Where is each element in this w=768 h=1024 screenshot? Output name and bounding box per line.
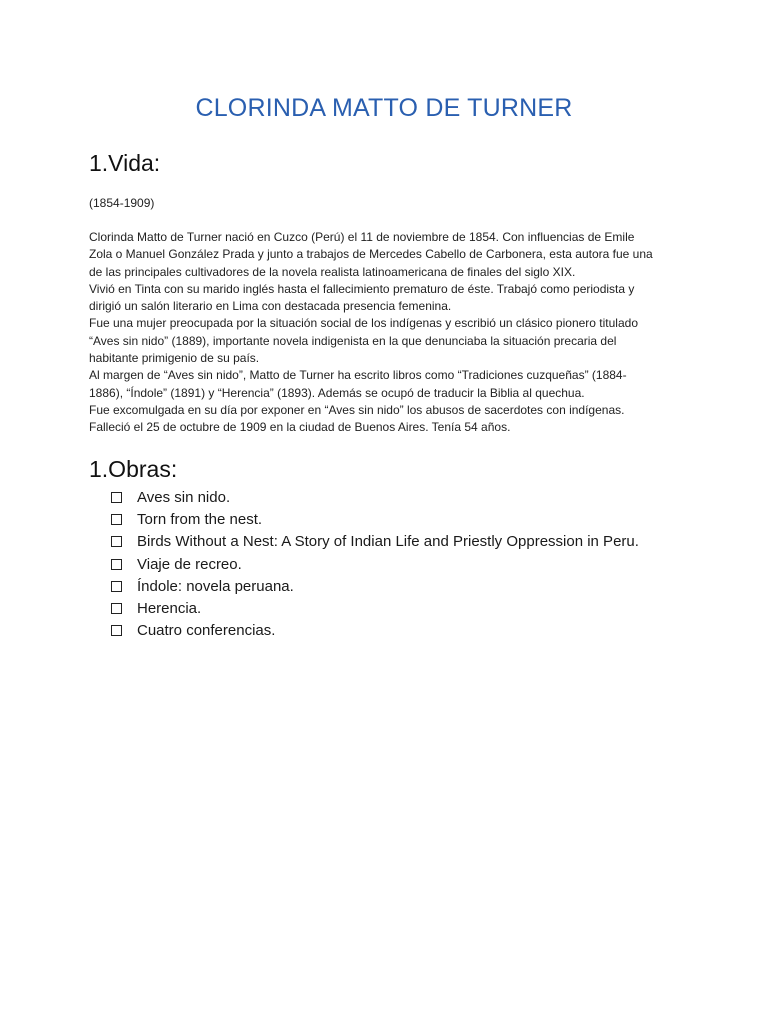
document-title: CLORINDA MATTO DE TURNER [195, 94, 573, 122]
biography-line: Fue una mujer preocupada por la situación social de los indígenas y escribió un clásico pionero titulado [89, 316, 638, 331]
biography-line: 1886), “Índole” (1891) y “Herencia” (1893). Además se ocupó de traducir la Biblia al quechua. [89, 385, 585, 400]
heading-obras: 1.Obras: [89, 456, 178, 482]
life-dates: (1854-1909) [89, 196, 155, 210]
checkbox-bullet-icon [111, 603, 122, 614]
checkbox-bullet-icon [111, 559, 122, 570]
biography-line: Vivió en Tinta con su marido inglés hasta el fallecimiento prematuro de éste. Trabajó como periodista y [89, 281, 635, 296]
work-title: Herencia. [137, 600, 202, 618]
list-item [111, 620, 731, 642]
heading-vida: 1.Vida: [89, 150, 161, 176]
checkbox-bullet-icon [111, 625, 122, 636]
biography-line: “Aves sin nido” (1889), importante novela indigenista en la que denunciaba la situación precaria del [89, 333, 617, 348]
checkbox-bullet-icon [111, 581, 122, 592]
biography-line: Fue excomulgada en su día por exponer en “Aves sin nido” los abusos de sacerdotes con indígenas. [89, 402, 625, 417]
list-item [111, 508, 731, 530]
biography-line: de las principales cultivadores de la novela realista latinoamericana de finales del siglo XIX. [89, 264, 576, 279]
biography-line: Al margen de “Aves sin nido”, Matto de Turner ha escrito libros como “Tradiciones cuzqueñas” (1884- [89, 368, 627, 383]
biography-line: Clorinda Matto de Turner nació en Cuzco (Perú) el 11 de noviembre de 1854. Con influencias de Emile [89, 230, 635, 244]
work-title: Aves sin nido. [137, 488, 231, 506]
list-item [111, 486, 731, 508]
list-item [111, 531, 731, 553]
biography-line: Falleció el 25 de octubre de 1909 en la ciudad de Buenos Aires. Tenía 54 años. [89, 420, 511, 435]
list-item [111, 553, 731, 575]
biography-paragraph [89, 229, 689, 437]
work-title: Índole: novela peruana. [137, 577, 294, 595]
biography-line: Zola o Manuel González Prada y junto a trabajos de Mercedes Cabello de Carbonera, esta autora fue una [89, 247, 653, 262]
work-title: Torn from the nest. [137, 510, 263, 528]
list-item [111, 575, 731, 597]
checkbox-bullet-icon [111, 536, 122, 547]
work-title: Birds Without a Nest: A Story of Indian Life and Priestly Oppression in Peru. [137, 533, 639, 551]
biography-line: habitante primigenio de su país. [89, 351, 260, 366]
work-title: Viaje de recreo. [137, 555, 242, 573]
works-list [111, 486, 731, 642]
list-item [111, 597, 731, 619]
checkbox-bullet-icon [111, 492, 122, 503]
work-title: Cuatro conferencias. [137, 622, 276, 640]
biography-line: dirigió un salón literario en Lima con destacada presencia femenina. [89, 299, 452, 314]
checkbox-bullet-icon [111, 514, 122, 525]
